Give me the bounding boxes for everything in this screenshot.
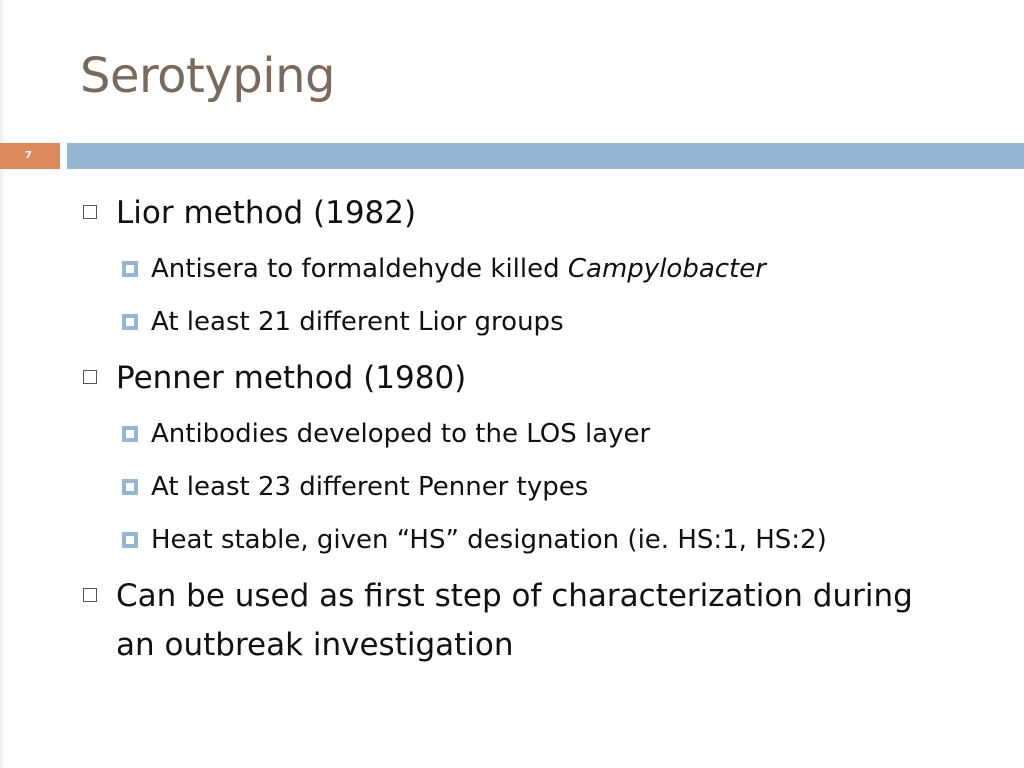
- bullet-text-line-2: an outbreak investigation: [116, 627, 514, 663]
- hollow-square-bullet-icon: [83, 370, 97, 384]
- sub-bullet-text: At least 23 different Penner types: [151, 472, 589, 502]
- bullet-text: Penner method (1980): [116, 360, 467, 396]
- sub-bullet-text: At least 21 different Lior groups: [151, 307, 564, 337]
- hollow-square-bullet-icon: [83, 205, 97, 219]
- slide-number-badge: [0, 143, 60, 169]
- slide-left-edge: [0, 0, 3, 768]
- slide-number: 7: [25, 150, 32, 161]
- filled-square-bullet-icon: [122, 479, 138, 495]
- title-accent-bar: [67, 143, 1024, 169]
- sub-bullet-text: Antibodies developed to the LOS layer: [151, 419, 651, 449]
- sub-bullet-text: [151, 249, 766, 289]
- bullet-text-line-1: Can be used as first step of characterization during: [116, 578, 913, 614]
- filled-square-bullet-icon: [122, 532, 138, 548]
- sub-bullet-text: Heat stable, given “HS” designation (ie. HS:1, HS:2): [151, 525, 827, 555]
- filled-square-bullet-icon: [122, 426, 138, 442]
- hollow-square-bullet-icon: [83, 588, 97, 602]
- filled-square-bullet-icon: [122, 261, 138, 277]
- slide-title: Serotyping: [80, 48, 335, 104]
- filled-square-bullet-icon: [122, 314, 138, 330]
- sub-bullet-text-italic: Campylobacter: [567, 254, 766, 284]
- sub-bullet-text-prefix: Antisera to formaldehyde killed: [151, 254, 568, 284]
- bullet-text: Lior method (1982): [116, 195, 417, 231]
